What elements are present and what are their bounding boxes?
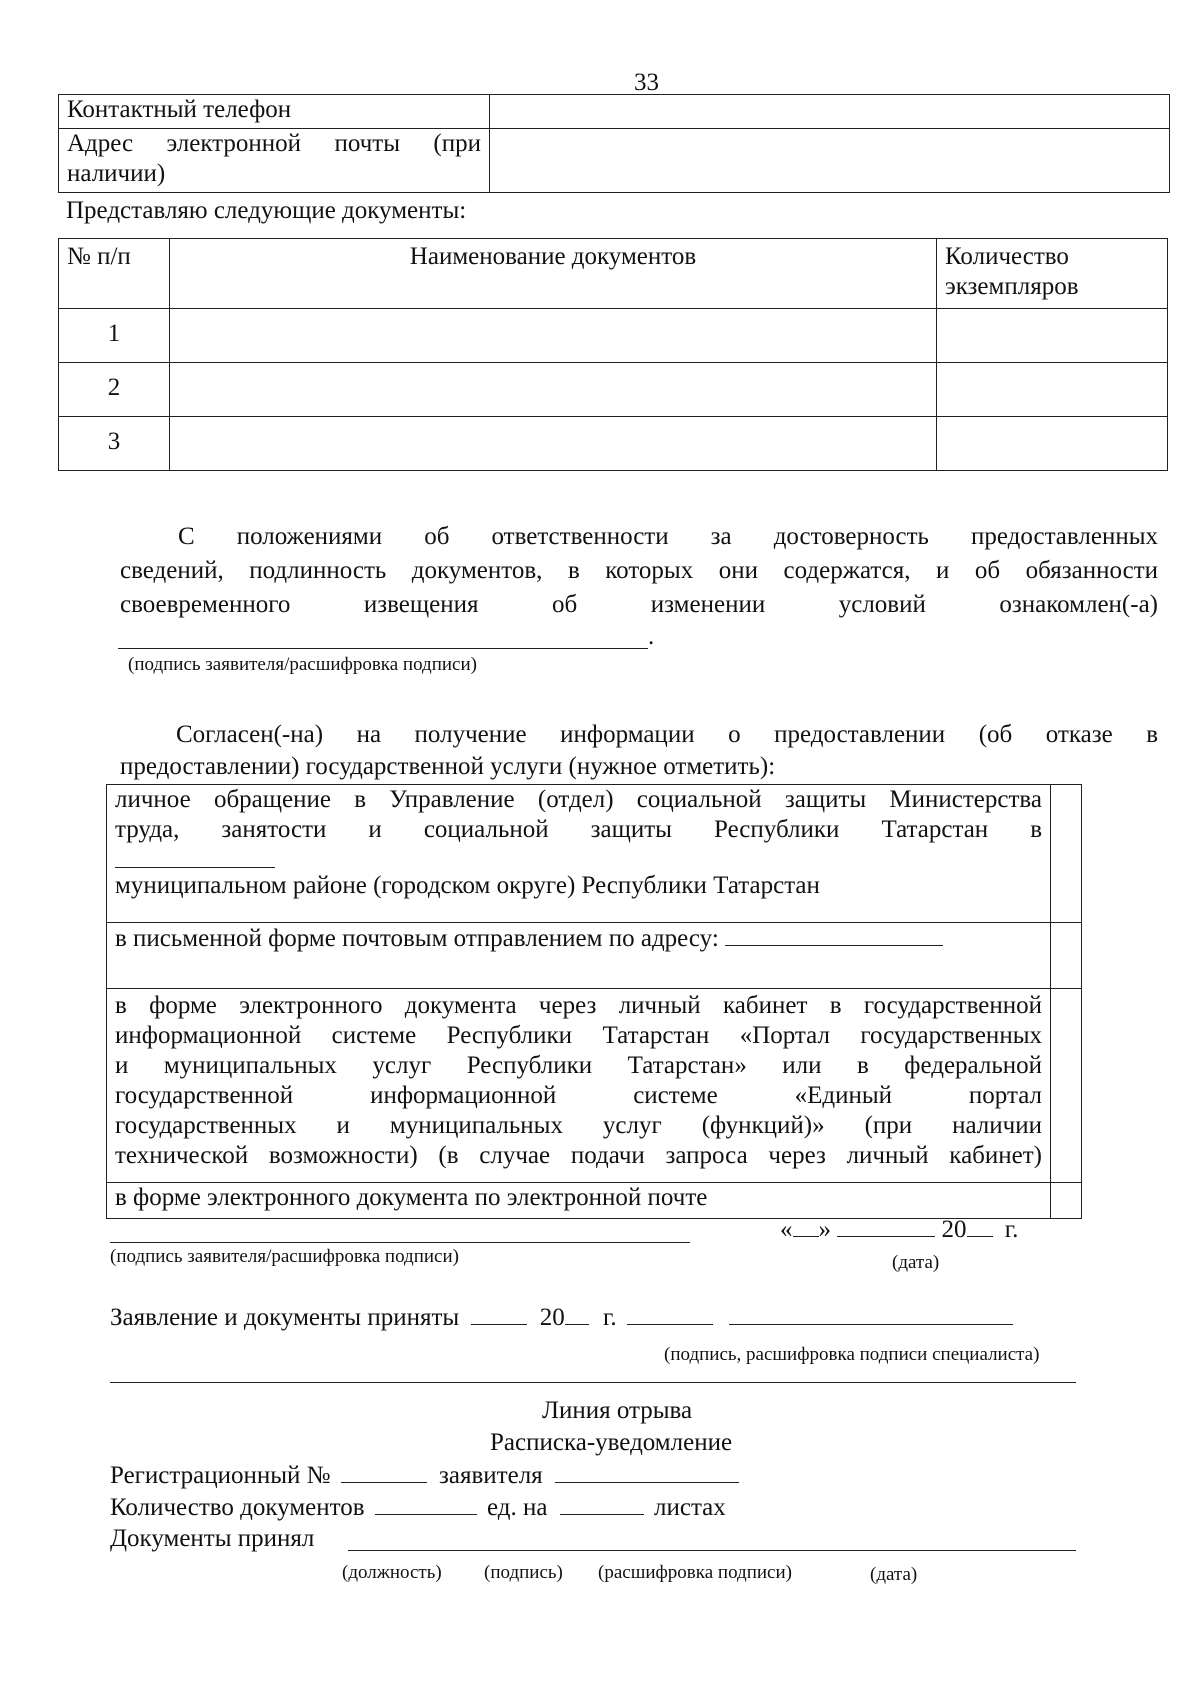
- option-row: [107, 923, 1082, 989]
- units-label: ед. на: [487, 1494, 548, 1521]
- caption-position: (должность): [342, 1562, 442, 1583]
- accepted-name-blank[interactable]: [729, 1302, 1013, 1325]
- date-year-suffix: г.: [1004, 1216, 1019, 1243]
- option-1-line4: муниципальном районе (городском округе) Республики Татарстан: [115, 872, 820, 899]
- date-year-prefix: 20: [941, 1216, 967, 1243]
- sheets-label: листах: [654, 1494, 726, 1521]
- responsibility-line3: своевременного извещения об изменении условий ознакомлен(-а): [120, 591, 1158, 618]
- option-3-line4: государственной информационной системе «Единый портал: [115, 1082, 1042, 1109]
- responsibility-signature-caption: (подпись заявителя/расшифровка подписи): [128, 654, 477, 675]
- consent-line2: предоставлении) государственной услуги (нужное отметить):: [120, 753, 776, 780]
- doc-count-cell[interactable]: [937, 363, 1168, 417]
- date-caption: (дата): [892, 1252, 940, 1273]
- date-open-quote: «: [780, 1216, 793, 1243]
- doc-name-cell[interactable]: [170, 417, 937, 471]
- count-label: Количество документов: [110, 1494, 365, 1521]
- date-year-blank[interactable]: [967, 1214, 993, 1237]
- date-close-quote: »: [818, 1216, 831, 1243]
- email-field[interactable]: [490, 129, 1170, 193]
- option-3-line3: и муниципальных услуг Республики Татарстан» или в федеральной: [115, 1052, 1042, 1079]
- phone-field[interactable]: [490, 95, 1170, 129]
- accepted-by-signature-line[interactable]: [348, 1530, 1076, 1551]
- consent-options-table: [106, 784, 1082, 1219]
- email-label-line1: Адрес электронной почты (при: [67, 130, 481, 157]
- responsibility-period: .: [648, 623, 655, 650]
- responsibility-signature-line[interactable]: [118, 624, 648, 649]
- option-row: [107, 989, 1082, 1183]
- table-row: [59, 417, 1168, 471]
- receipt-count-line: [110, 1492, 726, 1523]
- row-number: 2: [107, 374, 121, 401]
- option-3-checkbox[interactable]: [1051, 989, 1082, 1183]
- accepted-date-blank[interactable]: [471, 1302, 527, 1325]
- accepted-year-suffix: г.: [602, 1304, 617, 1331]
- applicant-label: заявителя: [439, 1462, 543, 1489]
- option-3-line1: в форме электронного документа через личный кабинет в государственной: [115, 992, 1042, 1019]
- count-blank[interactable]: [375, 1492, 477, 1515]
- reg-label: Регистрационный №: [110, 1462, 331, 1489]
- sheets-blank[interactable]: [560, 1492, 644, 1515]
- table-row: [59, 309, 1168, 363]
- option-1-line2: труда, занятости и социальной защиты Республики Татарстан в: [115, 816, 1042, 843]
- applicant-blank[interactable]: [555, 1460, 739, 1483]
- doc-name-cell[interactable]: [170, 309, 937, 363]
- phone-label: Контактный телефон: [67, 96, 292, 123]
- receipt-reg-line: [110, 1460, 739, 1491]
- doc-count-cell[interactable]: [937, 309, 1168, 363]
- caption-date: (дата): [870, 1564, 918, 1585]
- col-count-header: Количество: [945, 243, 1069, 270]
- table-row: [59, 363, 1168, 417]
- option-4-checkbox[interactable]: [1051, 1183, 1082, 1219]
- option-2-checkbox[interactable]: [1051, 923, 1082, 989]
- row-number: 3: [107, 428, 121, 455]
- responsibility-line1: С положениями об ответственности за достоверность предоставленных: [178, 523, 1158, 550]
- accepted-line: [110, 1302, 1013, 1333]
- option-1-checkbox[interactable]: [1051, 785, 1082, 923]
- consent-signature-caption: (подпись заявителя/расшифровка подписи): [110, 1246, 459, 1267]
- accepted-signature-blank[interactable]: [627, 1302, 713, 1325]
- option-1-line1: личное обращение в Управление (отдел) социальной защиты Министерства: [115, 786, 1042, 813]
- accepted-by-label: Документы принял: [110, 1525, 315, 1552]
- email-label-line2: наличии): [67, 160, 166, 187]
- option-4-text: в форме электронного документа по электронной почте: [115, 1184, 708, 1211]
- option-1-district-blank[interactable]: [115, 845, 275, 868]
- col-count-header-2: экземпляров: [945, 273, 1079, 300]
- date-day-blank[interactable]: [793, 1214, 819, 1237]
- contacts-table: [58, 94, 1170, 193]
- option-2-address-blank[interactable]: [725, 923, 943, 946]
- accepted-year-blank[interactable]: [565, 1302, 589, 1325]
- option-3-line5: государственных и муниципальных услуг (функций)» (при наличии: [115, 1112, 1042, 1139]
- date-month-blank[interactable]: [837, 1214, 935, 1237]
- documents-table: [58, 238, 1168, 471]
- doc-name-cell[interactable]: [170, 363, 937, 417]
- consent-signature-line[interactable]: [110, 1220, 690, 1243]
- consent-line1: Согласен(-на) на получение информации о предоставлении (об отказе в: [176, 721, 1158, 748]
- option-3-line6: технической возможности) (в случае подачи запроса через личный кабинет): [115, 1142, 1042, 1169]
- option-2-text: в письменной форме почтовым отправлением по адресу:: [115, 925, 719, 952]
- responsibility-line2: сведений, подлинность документов, в которых они содержатся, и об обязанности: [120, 557, 1158, 584]
- consent-date: [780, 1214, 1018, 1245]
- accepted-year-prefix: 20: [539, 1304, 565, 1331]
- option-row: [107, 785, 1082, 923]
- row-number: 1: [107, 320, 121, 347]
- doc-count-cell[interactable]: [937, 417, 1168, 471]
- docs-intro: Представляю следующие документы:: [66, 197, 467, 224]
- tear-line: [110, 1378, 1076, 1383]
- accepted-caption: (подпись, расшифровка подписи специалиста): [664, 1344, 1040, 1365]
- receipt-accepted-line: [110, 1524, 314, 1554]
- caption-signature: (подпись): [484, 1562, 563, 1583]
- tear-title: Линия отрыва: [542, 1397, 693, 1424]
- caption-decoding: (расшифровка подписи): [598, 1562, 792, 1583]
- accepted-label: Заявление и документы приняты: [110, 1304, 460, 1331]
- col-name-header: Наименование документов: [409, 243, 697, 270]
- reg-number-blank[interactable]: [341, 1460, 427, 1483]
- col-number-header: № п/п: [67, 243, 131, 270]
- receipt-title: Расписка-уведомление: [490, 1429, 733, 1456]
- option-3-line2: информационной системе Республики Татарстан «Портал государственных: [115, 1022, 1042, 1049]
- page-number: 33: [634, 69, 659, 96]
